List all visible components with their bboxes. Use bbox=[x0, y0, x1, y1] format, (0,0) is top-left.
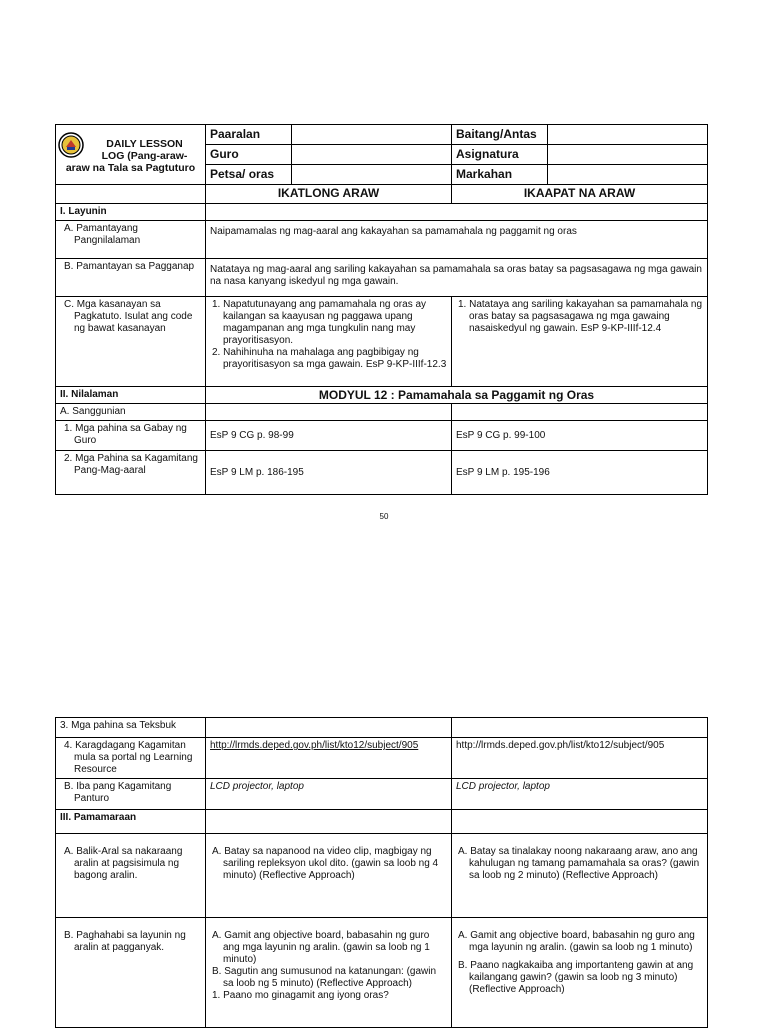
log-title-line2: LOG (Pang-araw- bbox=[101, 150, 188, 162]
lesson-log-table-bottom bbox=[55, 717, 708, 1028]
balik-day3 bbox=[206, 834, 452, 918]
kasanayan-day4-item1: 1. Natataya ang sariling kakayahan sa pamamahala ng oras batay sa pagsasagawa ng mga gawaing nasaiskedyul ng gawain. EsP 9-KP-IIIf-12.4 bbox=[458, 299, 703, 334]
page-number: 50 bbox=[379, 512, 389, 521]
kasanayan-day3 bbox=[206, 297, 452, 387]
paghahabi-day4-a: A. Gamit ang objective board, babasahin ng guro ang mga layunin ng aralin. (gawin sa loob ng 1 minuto) bbox=[458, 930, 695, 953]
log-title-line1: DAILY LESSON bbox=[106, 138, 183, 150]
lesson-log-table-top bbox=[55, 124, 708, 495]
petsa-label: Petsa/ oras bbox=[206, 165, 292, 185]
pamamaraan-day3 bbox=[206, 810, 452, 834]
balik-day4-text: A. Batay sa tinalakay noong nakaraang araw, ano ang kahulugan ng tamang pamamahala sa oras? (gawin sa loob ng 2 minuto) (Reflective Approach) bbox=[458, 846, 700, 881]
paghahabi-day3-b: B. Sagutin ang sumusunod na katanungan: (gawin sa loob ng 5 minuto) (Reflective Approach) bbox=[212, 966, 437, 989]
iba-label bbox=[56, 779, 206, 810]
balik-day3-text: A. Batay sa napanood na video clip, magbigay ng sariling repleksyon ukol dito. (gawin sa loob ng 4 minuto) (Reflective Approach) bbox=[212, 846, 439, 881]
day-label-empty bbox=[56, 185, 206, 204]
gabay-label-text: 1. Mga pahina sa Gabay ng Guro bbox=[64, 423, 187, 446]
markahan-value[interactable] bbox=[548, 165, 708, 185]
kasanayan-label-text: C. Mga kasanayan sa Pagkatuto. Isulat ang code ng bawat kasanayan bbox=[64, 299, 193, 334]
pagganap-text: Natataya ng mag-aaral ang sariling kakayahan sa pamamahala sa oras batay sa pagsasagawa ng mga gawain na nasa kanyang iskedyul ng mga gawain. bbox=[206, 259, 708, 297]
balik-label bbox=[56, 834, 206, 918]
baitang-label: Baitang/Antas bbox=[452, 125, 548, 145]
karagdagang-day3[interactable] bbox=[206, 738, 452, 779]
modyul-title: MODYUL 12 : Pamamahala sa Paggamit ng Oras bbox=[206, 387, 708, 404]
paghahabi-day4-b: B. Paano nagkakaiba ang importanteng gawin at ang kailangang gawin? (gawin sa loob ng 3 minuto) (Reflective Approach) bbox=[458, 960, 694, 995]
sanggunian-day3 bbox=[206, 404, 452, 421]
karagdagang-label bbox=[56, 738, 206, 779]
iba-day3: LCD projector, laptop bbox=[206, 779, 452, 810]
paghahabi-day3-a: A. Gamit ang objective board, babasahin ng guro ang mga layunin ng aralin. (gawin sa loob ng 1 minuto) bbox=[212, 930, 430, 965]
pamamaraan-day4 bbox=[452, 810, 708, 834]
markahan-label: Markahan bbox=[452, 165, 548, 185]
gabay-label bbox=[56, 421, 206, 451]
gabay-day3: EsP 9 CG p. 98-99 bbox=[206, 421, 452, 451]
layunin-empty bbox=[206, 204, 708, 221]
teksbuk-day3 bbox=[206, 718, 452, 738]
kasanayan-day3-item2: 2. Nahihinuha na mahalaga ang pagbibigay ng prayoritisasyon sa mga gawain. EsP 9-KP-IIIf-12.3 bbox=[212, 347, 447, 370]
asignatura-value[interactable] bbox=[548, 145, 708, 165]
teksbuk-label: 3. Mga pahina sa Teksbuk bbox=[56, 718, 206, 738]
day3-heading: IKATLONG ARAW bbox=[206, 185, 452, 204]
karagdagang-label-text: 4. Karagdagang Kagamitan mula sa portal ng Learning Resource bbox=[64, 740, 193, 775]
karagdagang-day4[interactable] bbox=[452, 738, 708, 779]
balik-label-text: A. Balik-Aral sa nakaraang aralin at pagsisimula ng bagong aralin. bbox=[64, 846, 183, 881]
pagganap-label bbox=[56, 259, 206, 297]
kagamitan-day4: EsP 9 LM p. 195-196 bbox=[452, 451, 708, 495]
day4-heading: IKAAPAT NA ARAW bbox=[452, 185, 708, 204]
paghahabi-day3-c: 1. Paano mo ginagamit ang iyong oras? bbox=[212, 990, 389, 1001]
kagamitan-label bbox=[56, 451, 206, 495]
kasanayan-label bbox=[56, 297, 206, 387]
guro-value[interactable] bbox=[292, 145, 452, 165]
iba-label-text: B. Iba pang Kagamitang Panturo bbox=[64, 781, 172, 804]
pamantayang-text: Naipamamalas ng mag-aaral ang kakayahan sa pamamahala ng paggamit ng oras bbox=[206, 221, 708, 259]
layunin-heading: I. Layunin bbox=[56, 204, 206, 221]
baitang-value[interactable] bbox=[548, 125, 708, 145]
iba-day4: LCD projector, laptop bbox=[452, 779, 708, 810]
guro-label: Guro bbox=[206, 145, 292, 165]
log-title-line3: araw na Tala sa Pagtuturo bbox=[65, 162, 196, 174]
nilalaman-heading: II. Nilalaman bbox=[56, 387, 206, 404]
kagamitan-label-text: 2. Mga Pahina sa Kagamitang Pang-Mag-aaral bbox=[64, 453, 198, 476]
balik-day4 bbox=[452, 834, 708, 918]
resource-link-day3[interactable]: http://lrmds.deped.gov.ph/list/kto12/subject/905 bbox=[210, 740, 419, 751]
resource-link-day4[interactable]: http://lrmds.deped.gov.ph/list/kto12/subject/905 bbox=[456, 740, 665, 751]
paghahabi-day4 bbox=[452, 918, 708, 1028]
sanggunian-label: A. Sanggunian bbox=[56, 404, 206, 421]
paghahabi-day3 bbox=[206, 918, 452, 1028]
pamantayang-label-text: A. Pamantayang Pangnilalaman bbox=[64, 223, 141, 246]
petsa-value[interactable] bbox=[292, 165, 452, 185]
pamantayang-label bbox=[56, 221, 206, 259]
paaralan-value[interactable] bbox=[292, 125, 452, 145]
paghahabi-label-text: B. Paghahabi sa layunin ng aralin at pagganyak. bbox=[64, 930, 186, 953]
title-cell bbox=[56, 125, 206, 185]
sanggunian-day4 bbox=[452, 404, 708, 421]
teksbuk-day4 bbox=[452, 718, 708, 738]
kasanayan-day3-item1: 1. Napatutunayang ang pamamahala ng oras ay kailangan sa kaayusan ng paggawa upang magampanan ang mga tungkulin nang may prayoritisasyon. bbox=[212, 299, 427, 346]
kagamitan-day3: EsP 9 LM p. 186-195 bbox=[206, 451, 452, 495]
asignatura-label: Asignatura bbox=[452, 145, 548, 165]
gabay-day4: EsP 9 CG p. 99-100 bbox=[452, 421, 708, 451]
pagganap-label-text: B. Pamantayan sa Pagganap bbox=[64, 261, 195, 272]
deped-seal-icon bbox=[58, 132, 84, 158]
paghahabi-label bbox=[56, 918, 206, 1028]
kasanayan-day4 bbox=[452, 297, 708, 387]
pamamaraan-heading: III. Pamamaraan bbox=[56, 810, 206, 834]
paaralan-label: Paaralan bbox=[206, 125, 292, 145]
